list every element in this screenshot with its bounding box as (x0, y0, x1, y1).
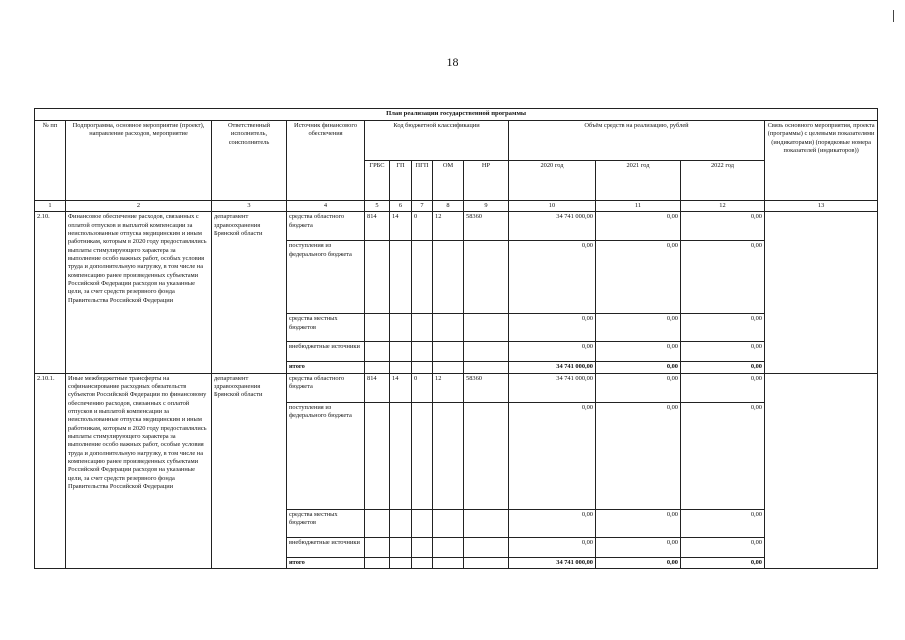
amount-2022: 0,00 (681, 212, 765, 241)
om-code (433, 402, 464, 509)
gp-code (390, 314, 412, 342)
header-2021: 2021 год (596, 161, 681, 201)
gp-code (390, 537, 412, 557)
header-pgp: ПГП (412, 161, 433, 201)
amount-2021: 0,00 (596, 241, 681, 314)
header-np: НР (464, 161, 509, 201)
np-code (464, 342, 509, 362)
gp-code (390, 557, 412, 568)
column-number: 5 (365, 201, 390, 212)
source: средства областного бюджета (287, 373, 365, 402)
pgp-code: 0 (412, 212, 433, 241)
source: внебюджетные источники (287, 342, 365, 362)
amount-2021: 0,00 (596, 557, 681, 568)
source: поступления из федерального бюджета (287, 402, 365, 509)
column-number: 1 (35, 201, 66, 212)
amount-2022: 0,00 (681, 402, 765, 509)
grbs-code: 814 (365, 212, 390, 241)
amount-2021: 0,00 (596, 509, 681, 537)
grbs-code (365, 314, 390, 342)
pgp-code (412, 537, 433, 557)
om-code: 12 (433, 373, 464, 402)
header-om: ОМ (433, 161, 464, 201)
amount-2020: 0,00 (509, 537, 596, 557)
amount-2022: 0,00 (681, 241, 765, 314)
grbs-code (365, 402, 390, 509)
activity-name: Иные межбюджетные трансферты на софинансирование расходных обязательств субъектов Российской Федерации по финансовому обеспечению расходов, связанных с оплатой отпусков и выплатой компенсации за неиспользованные отпуска медицинским и иным работникам, которым в 2020 году предоставлялись выплаты стимулирующего характера за выполнение особо важных работ, особые условия труда и дополнительную нагрузку, в том числе на компенсацию ранее произведенных субъектами Российской Федерации расходов на указанные цели, за счет средств резервного фонда Правительства Российской Федерации (66, 373, 212, 568)
om-code (433, 362, 464, 373)
amount-2021: 0,00 (596, 314, 681, 342)
header-2022: 2022 год (681, 161, 765, 201)
column-number: 7 (412, 201, 433, 212)
om-code (433, 342, 464, 362)
amount-2020: 34 741 000,00 (509, 557, 596, 568)
np-code: 58360 (464, 373, 509, 402)
grbs-code (365, 537, 390, 557)
column-number: 8 (433, 201, 464, 212)
pgp-code (412, 402, 433, 509)
gp-code (390, 509, 412, 537)
pgp-code (412, 362, 433, 373)
header-grbs: ГРБС (365, 161, 390, 201)
source: итого (287, 557, 365, 568)
grbs-code (365, 362, 390, 373)
table-row (35, 373, 878, 402)
column-number-row (35, 201, 878, 212)
np-code (464, 557, 509, 568)
header-2020: 2020 год (509, 161, 596, 201)
column-number: 11 (596, 201, 681, 212)
amount-2021: 0,00 (596, 402, 681, 509)
amount-2021: 0,00 (596, 537, 681, 557)
gp-code (390, 342, 412, 362)
source: поступления из федерального бюджета (287, 241, 365, 314)
header-executor: Ответственный исполнитель, соисполнитель (212, 121, 287, 201)
om-code: 12 (433, 212, 464, 241)
pgp-code (412, 557, 433, 568)
amount-2021: 0,00 (596, 362, 681, 373)
amount-2021: 0,00 (596, 342, 681, 362)
om-code (433, 557, 464, 568)
gp-code (390, 241, 412, 314)
table-row (35, 212, 878, 241)
grbs-code (365, 241, 390, 314)
pgp-code (412, 342, 433, 362)
source: средства местных бюджетов (287, 509, 365, 537)
indicator-link (765, 373, 878, 568)
amount-2020: 34 741 000,00 (509, 362, 596, 373)
header-subprogram: Подпрограмма, основное мероприятие (проект), направление расходов, мероприятие (66, 121, 212, 201)
pgp-code (412, 314, 433, 342)
amount-2020: 0,00 (509, 509, 596, 537)
amount-2022: 0,00 (681, 362, 765, 373)
grbs-code (365, 342, 390, 362)
header-budget-code: Код бюджетной классификации (365, 121, 509, 161)
om-code (433, 537, 464, 557)
column-number: 4 (287, 201, 365, 212)
amount-2020: 0,00 (509, 342, 596, 362)
amount-2020: 34 741 000,00 (509, 212, 596, 241)
np-code (464, 314, 509, 342)
pgp-code (412, 241, 433, 314)
header-num: № пп (35, 121, 66, 201)
source: внебюджетные источники (287, 537, 365, 557)
column-number: 3 (212, 201, 287, 212)
np-code (464, 402, 509, 509)
gp-code: 14 (390, 212, 412, 241)
np-code (464, 537, 509, 557)
gp-code (390, 362, 412, 373)
amount-2022: 0,00 (681, 557, 765, 568)
executor: департамент здравоохранения Брянской области (212, 212, 287, 373)
amount-2022: 0,00 (681, 342, 765, 362)
source: средства областного бюджета (287, 212, 365, 241)
om-code (433, 241, 464, 314)
source: итого (287, 362, 365, 373)
column-number: 2 (66, 201, 212, 212)
header-source: Источник финансового обеспечения (287, 121, 365, 201)
grbs-code: 814 (365, 373, 390, 402)
amount-2021: 0,00 (596, 212, 681, 241)
table-title: План реализации государственной программы (35, 109, 878, 121)
amount-2020: 0,00 (509, 402, 596, 509)
column-number: 12 (681, 201, 765, 212)
om-code (433, 509, 464, 537)
np-code: 58360 (464, 212, 509, 241)
np-code (464, 362, 509, 373)
scan-edge-mark (893, 10, 894, 22)
indicator-link (765, 212, 878, 373)
amount-2022: 0,00 (681, 314, 765, 342)
gp-code: 14 (390, 373, 412, 402)
page-number: 18 (446, 55, 459, 69)
amount-2020: 0,00 (509, 314, 596, 342)
amount-2022: 0,00 (681, 537, 765, 557)
column-number: 6 (390, 201, 412, 212)
amount-2022: 0,00 (681, 509, 765, 537)
header-gp: ГП (390, 161, 412, 201)
om-code (433, 314, 464, 342)
amount-2022: 0,00 (681, 373, 765, 402)
row-num: 2.10. (35, 212, 66, 373)
column-number: 9 (464, 201, 509, 212)
grbs-code (365, 509, 390, 537)
column-number: 13 (765, 201, 878, 212)
executor: департамент здравоохранения Брянской области (212, 373, 287, 568)
amount-2021: 0,00 (596, 373, 681, 402)
header-link: Связь основного мероприятия, проекта (программы) с целевыми показателями (индикаторами) (порядковые номера показателей (индикаторов)) (765, 121, 878, 201)
pgp-code: 0 (412, 373, 433, 402)
activity-name: Финансовое обеспечение расходов, связанных с оплатой отпусков и выплатой компенсации за неиспользованные отпуска медицинским и иным работникам, которым в 2020 году предоставлялись выплаты стимулирующего характера за выполнение особо важных работ, особых условия труда и дополнительную нагрузку, в том числе на компенсацию ранее произведенных субъектами Российской Федерации расходов на указанные цели, за счет средств резервного фонда Правительства Российской Федерации (66, 212, 212, 373)
row-num: 2.10.1. (35, 373, 66, 568)
column-number: 10 (509, 201, 596, 212)
amount-2020: 34 741 000,00 (509, 373, 596, 402)
gp-code (390, 402, 412, 509)
np-code (464, 509, 509, 537)
grbs-code (365, 557, 390, 568)
header-volume: Объём средств на реализацию, рублей (509, 121, 765, 161)
np-code (464, 241, 509, 314)
program-plan-table (34, 108, 878, 569)
pgp-code (412, 509, 433, 537)
source: средства местных бюджетов (287, 314, 365, 342)
amount-2020: 0,00 (509, 241, 596, 314)
